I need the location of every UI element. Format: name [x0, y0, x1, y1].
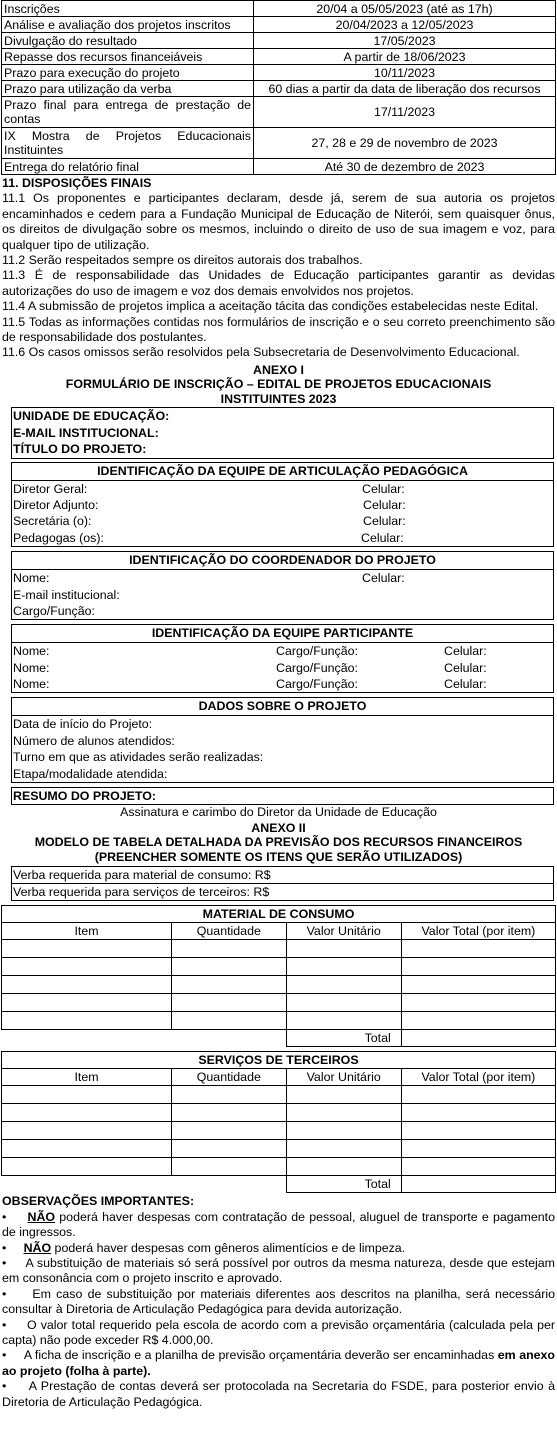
annex-1-subtitle-year: INSTITUINTES 2023 [220, 391, 337, 406]
team-role-label: Diretor Adjunto: [13, 497, 99, 512]
project-title-field[interactable]: TÍTULO DO PROJETO: [13, 442, 147, 457]
table-cell[interactable] [286, 1122, 401, 1140]
table-cell[interactable] [172, 1086, 286, 1104]
paragraph-11-5: 11.5 Todas as informações contidas nos formulários de inscrição e o seu correto preenchimento são de responsabilidade dos postulantes. [2, 314, 555, 345]
schedule-row [2, 1, 556, 17]
note-3 [2, 1256, 555, 1287]
bullet-icon: • [2, 1317, 7, 1332]
table-cell[interactable] [286, 1086, 401, 1104]
project-data-field[interactable]: Turno em que as atividades serão realizadas: [13, 750, 264, 765]
column-header: Quantidade [172, 1069, 286, 1086]
coordinator-role-field[interactable]: Cargo/Função: [13, 603, 95, 618]
total-spacer [2, 1030, 287, 1047]
table-cell[interactable] [172, 1140, 286, 1158]
project-data-box [11, 697, 554, 783]
table-cell[interactable] [2, 958, 172, 976]
note-2-text: poderá haver despesas com gêneros alimentícios e de limpeza. [51, 1240, 406, 1255]
table-row [2, 940, 556, 958]
team-role-label: Diretor Geral: [13, 481, 88, 496]
table-row [2, 1140, 556, 1158]
note-6-text: A ficha de inscrição e a planilha de previsão orçamentária deverão ser encaminhadas [23, 1348, 498, 1363]
paragraph-11-4: 11.4 A submissão de projetos implica a aceitação tácita das condições estabelecidas neste Edital. [2, 299, 539, 314]
table-cell[interactable] [2, 1086, 172, 1104]
table-cell[interactable] [401, 976, 555, 994]
schedule-row [2, 81, 556, 97]
schedule-date: 20/04/2023 a 12/05/2023 [254, 17, 556, 33]
table-row [2, 958, 556, 976]
schedule-date: Até 30 de dezembro de 2023 [254, 159, 556, 175]
team-phone-label: Celular: [362, 481, 405, 496]
annex-2-instructions: (PREENCHER SOMENTE OS ITENS QUE SERÃO UTILIZADOS) [94, 850, 463, 864]
pedagogical-team-title: IDENTIFICAÇÃO DA EQUIPE DE ARTICULAÇÃO PEDAGÓGICA [12, 463, 553, 481]
material-table [1, 922, 556, 1047]
material-title: MATERIAL DE CONSUMO [1, 906, 556, 922]
project-data-field[interactable]: Número de alunos atendidos: [13, 733, 175, 748]
schedule-date: 10/11/2023 [254, 65, 556, 81]
team-phone-label: Celular: [363, 514, 406, 529]
annex-1-subtitle: FORMULÁRIO DE INSCRIÇÃO – EDITAL DE PROJETOS EDUCACIONAIS [65, 377, 492, 392]
schedule-row [2, 128, 556, 159]
table-cell[interactable] [286, 976, 401, 994]
schedule-date: 17/11/2023 [254, 97, 556, 128]
total-row [2, 1030, 556, 1047]
annex-2-header [0, 821, 557, 865]
summary-field[interactable]: RESUMO DO PROJETO: [13, 789, 156, 804]
schedule-row [2, 159, 556, 175]
table-cell[interactable] [172, 994, 286, 1012]
column-header: Item [2, 1069, 172, 1086]
coordinator-title: IDENTIFICAÇÃO DO COORDENADOR DO PROJETO [12, 552, 553, 570]
pedagogical-team-box [11, 462, 554, 548]
column-header: Valor Unitário [286, 1069, 401, 1086]
note-5-text: O valor total requerido pela escola de acordo com a previsão orçamentária (calculada pela per capta) não pode exceder R$ 4.000,00. [2, 1317, 555, 1348]
total-label: Total [286, 1176, 401, 1193]
note-1-text: poderá haver despesas com contratação de pessoal, aluguel de transporte e pagamento de ingressos. [2, 1209, 555, 1240]
team-member-field[interactable] [12, 497, 553, 513]
schedule-row [2, 33, 556, 49]
schedule-stage: Análise e avaliação dos projetos inscritos [2, 17, 254, 33]
column-header: Item [2, 923, 172, 940]
annex-2-title: ANEXO II [251, 820, 306, 835]
schedule-date: 60 dias a partir da data de liberação dos recursos [254, 81, 556, 97]
annex-1-title: ANEXO I [253, 362, 304, 377]
participant-row[interactable] [12, 660, 553, 676]
coordinator-name-field[interactable] [12, 570, 553, 586]
note-7-text: A Prestação de contas deverá ser protocolada na Secretaria do FSDE, para posterior envio à Diretoria de Articulação Pedagógica. [2, 1379, 556, 1409]
signature-line: Assinatura e carimbo do Diretor da Unidade de Educação [120, 805, 437, 820]
project-data-field[interactable]: Data de início do Projeto: [13, 717, 153, 732]
participant-row[interactable] [12, 676, 553, 692]
participant-name-label: Nome: [13, 677, 50, 692]
table-cell[interactable] [401, 994, 555, 1012]
schedule-stage: IX Mostra de Projetos Educacionais Instituintes [2, 128, 254, 159]
table-cell[interactable] [286, 1104, 401, 1122]
bullet-icon: • [2, 1209, 7, 1224]
note-2-emphasis: NÃO [23, 1240, 52, 1255]
column-header: Valor Unitário [286, 923, 401, 940]
schedule-stage: Prazo para utilização da verba [2, 81, 254, 97]
schedule-date: 17/05/2023 [254, 33, 556, 49]
annex-1-header [0, 363, 557, 407]
budget-services-field[interactable]: Verba requerida para serviços de terceiros: R$ [13, 884, 270, 899]
table-cell[interactable] [172, 1104, 286, 1122]
note-4 [2, 1287, 555, 1318]
table-cell[interactable] [401, 1122, 555, 1140]
total-value[interactable] [401, 1030, 555, 1047]
participant-phone-label: Celular: [444, 644, 487, 659]
table-cell[interactable] [286, 1140, 401, 1158]
note-6 [2, 1348, 555, 1379]
note-6-emphasis: em anexo ao projeto (folha à parte). [2, 1348, 555, 1378]
table-cell[interactable] [2, 1158, 172, 1176]
table-row [2, 976, 556, 994]
schedule-row [2, 97, 556, 128]
table-row [2, 1104, 556, 1122]
note-5 [2, 1318, 555, 1349]
coordinator-name-label: Nome: [13, 571, 50, 586]
table-cell[interactable] [172, 1122, 286, 1140]
participant-phone-label: Celular: [444, 660, 487, 675]
participants-box [11, 624, 554, 693]
participant-row[interactable] [12, 643, 553, 659]
budget-box [11, 866, 554, 902]
services-table [1, 1068, 556, 1193]
table-header-row [2, 1069, 556, 1086]
table-row [2, 1158, 556, 1176]
column-header: Valor Total (por item) [401, 923, 555, 940]
table-header-row [2, 923, 556, 940]
total-row [2, 1176, 556, 1193]
unit-field[interactable]: UNIDADE DE EDUCAÇÃO: [13, 409, 170, 424]
coordinator-box [11, 551, 554, 620]
annex-2-subtitle: MODELO DE TABELA DETALHADA DA PREVISÃO DOS RECURSOS FINANCEIROS [34, 835, 523, 850]
table-cell[interactable] [401, 1104, 555, 1122]
team-member-field[interactable] [12, 513, 553, 529]
note-7 [2, 1379, 555, 1410]
table-cell[interactable] [2, 994, 172, 1012]
section-11 [0, 176, 557, 361]
table-cell[interactable] [172, 976, 286, 994]
participants-title: IDENTIFICAÇÃO DA EQUIPE PARTICIPANTE [12, 625, 553, 643]
notes-title: OBSERVAÇÕES IMPORTANTES: [2, 1194, 195, 1209]
total-value[interactable] [401, 1176, 555, 1193]
schedule-row [2, 65, 556, 81]
project-data-title: DADOS SOBRE O PROJETO [12, 698, 553, 716]
team-phone-label: Celular: [363, 497, 406, 512]
table-cell[interactable] [401, 1158, 555, 1176]
schedule-stage: Repasse dos recursos financeiáveis [2, 49, 254, 65]
schedule-stage: Prazo final para entrega de prestação de contas [2, 97, 254, 128]
note-3-text: A substituição de materiais só será possível por outros da mesma natureza, desde que estejam em consonância com o projeto inscrito e aprovado. [2, 1256, 555, 1286]
bullet-icon: • [2, 1256, 7, 1270]
team-member-field[interactable] [12, 481, 553, 497]
table-cell[interactable] [172, 1012, 286, 1030]
coordinator-email-field[interactable]: E-mail institucional: [13, 587, 120, 602]
schedule-stage: Entrega do relatório final [2, 159, 254, 175]
services-title: SERVIÇOS DE TERCEIROS [1, 1052, 556, 1068]
bullet-icon: • [2, 1348, 7, 1363]
participant-role-label: Cargo/Função: [276, 660, 358, 675]
table-cell[interactable] [172, 940, 286, 958]
schedule-stage: Divulgação do resultado [2, 33, 254, 49]
table-cell[interactable] [172, 958, 286, 976]
table-cell[interactable] [401, 958, 555, 976]
table-cell[interactable] [286, 940, 401, 958]
note-4-text: Em caso de substituição por materiais diferentes aos descritos na planilha, será necessário consultar à Diretoria de Articulação Pedagógica para devida autorização. [2, 1286, 555, 1317]
institutional-email-field[interactable]: E-MAIL INSTITUCIONAL: [13, 425, 159, 440]
participant-role-label: Cargo/Função: [276, 677, 358, 692]
schedule-stage: Inscrições [2, 1, 254, 17]
material-section [1, 905, 556, 1047]
schedule-row [2, 49, 556, 65]
note-2 [2, 1241, 555, 1256]
total-spacer [2, 1176, 287, 1193]
table-row [2, 1086, 556, 1104]
table-cell[interactable] [2, 1104, 172, 1122]
table-cell[interactable] [286, 1012, 401, 1030]
paragraph-11-1: 11.1 Os proponentes e participantes declaram, desde já, serem de sua autoria os projetos encaminhados e cedem para a Fundação Municipal de Educação de Niterói, sem quaisquer ônus, os direitos de divulgação sobre os mesmos, incluindo o direito de uso de sua imagem e voz, para qualquer tipo de utilização. [2, 191, 555, 252]
table-cell[interactable] [2, 1122, 172, 1140]
participant-name-label: Nome: [13, 644, 50, 659]
note-1 [2, 1210, 555, 1241]
table-cell[interactable] [286, 1158, 401, 1176]
table-cell[interactable] [2, 940, 172, 958]
paragraph-11-3: 11.3 É de responsabilidade das Unidades de Educação participantes garantir as devidas autorizações do uso de imagem e voz dos demais envolvidos nos projetos. [2, 268, 555, 298]
team-phone-label: Celular: [361, 530, 404, 545]
schedule-date: A partir de 18/06/2023 [254, 49, 556, 65]
table-cell[interactable] [401, 1012, 555, 1030]
table-row [2, 1122, 556, 1140]
schedule-date: 20/04 a 05/05/2023 (até as 17h) [254, 1, 556, 17]
table-cell[interactable] [401, 940, 555, 958]
column-header: Quantidade [172, 923, 286, 940]
table-row [2, 994, 556, 1012]
project-data-field[interactable]: Etapa/modalidade atendida: [13, 766, 168, 781]
schedule-stage: Prazo para execução do projeto [2, 65, 254, 81]
schedule-row [2, 17, 556, 33]
team-role-label: Pedagogas (os): [13, 530, 104, 545]
participant-name-label: Nome: [13, 660, 50, 675]
bullet-icon: • [2, 1286, 7, 1301]
schedule-table [1, 0, 556, 175]
summary-box [11, 787, 554, 805]
coordinator-phone-label: Celular: [362, 571, 405, 586]
team-member-field[interactable] [12, 530, 553, 546]
section-11-title: 11. DISPOSIÇÕES FINAIS [2, 176, 152, 190]
table-cell[interactable] [401, 1086, 555, 1104]
paragraph-11-6: 11.6 Os casos omissos serão resolvidos pela Subsecretaria de Desenvolvimento Educacional. [2, 345, 520, 360]
table-row [2, 1012, 556, 1030]
bullet-icon: • [2, 1240, 7, 1255]
table-cell[interactable] [2, 976, 172, 994]
team-role-label: Secretária (o): [13, 514, 92, 529]
bullet-icon: • [2, 1379, 7, 1394]
column-header: Valor Total (por item) [401, 1069, 555, 1086]
schedule-date: 27, 28 e 29 de novembro de 2023 [254, 128, 556, 159]
table-cell[interactable] [2, 1012, 172, 1030]
paragraph-11-2: 11.2 Serão respeitados sempre os direitos autorais dos trabalhos. [2, 253, 363, 268]
table-cell[interactable] [286, 958, 401, 976]
total-label: Total [286, 1030, 401, 1047]
identification-box [11, 407, 554, 458]
table-cell[interactable] [2, 1140, 172, 1158]
table-cell[interactable] [401, 1140, 555, 1158]
participant-phone-label: Celular: [444, 677, 487, 692]
table-cell[interactable] [172, 1158, 286, 1176]
services-section [1, 1051, 556, 1193]
note-1-emphasis: NÃO [27, 1209, 56, 1224]
table-cell[interactable] [286, 994, 401, 1012]
budget-material-field[interactable]: Verba requerida para material de consumo: R$ [12, 867, 553, 884]
participant-role-label: Cargo/Função: [276, 644, 358, 659]
important-notes [0, 1194, 557, 1410]
